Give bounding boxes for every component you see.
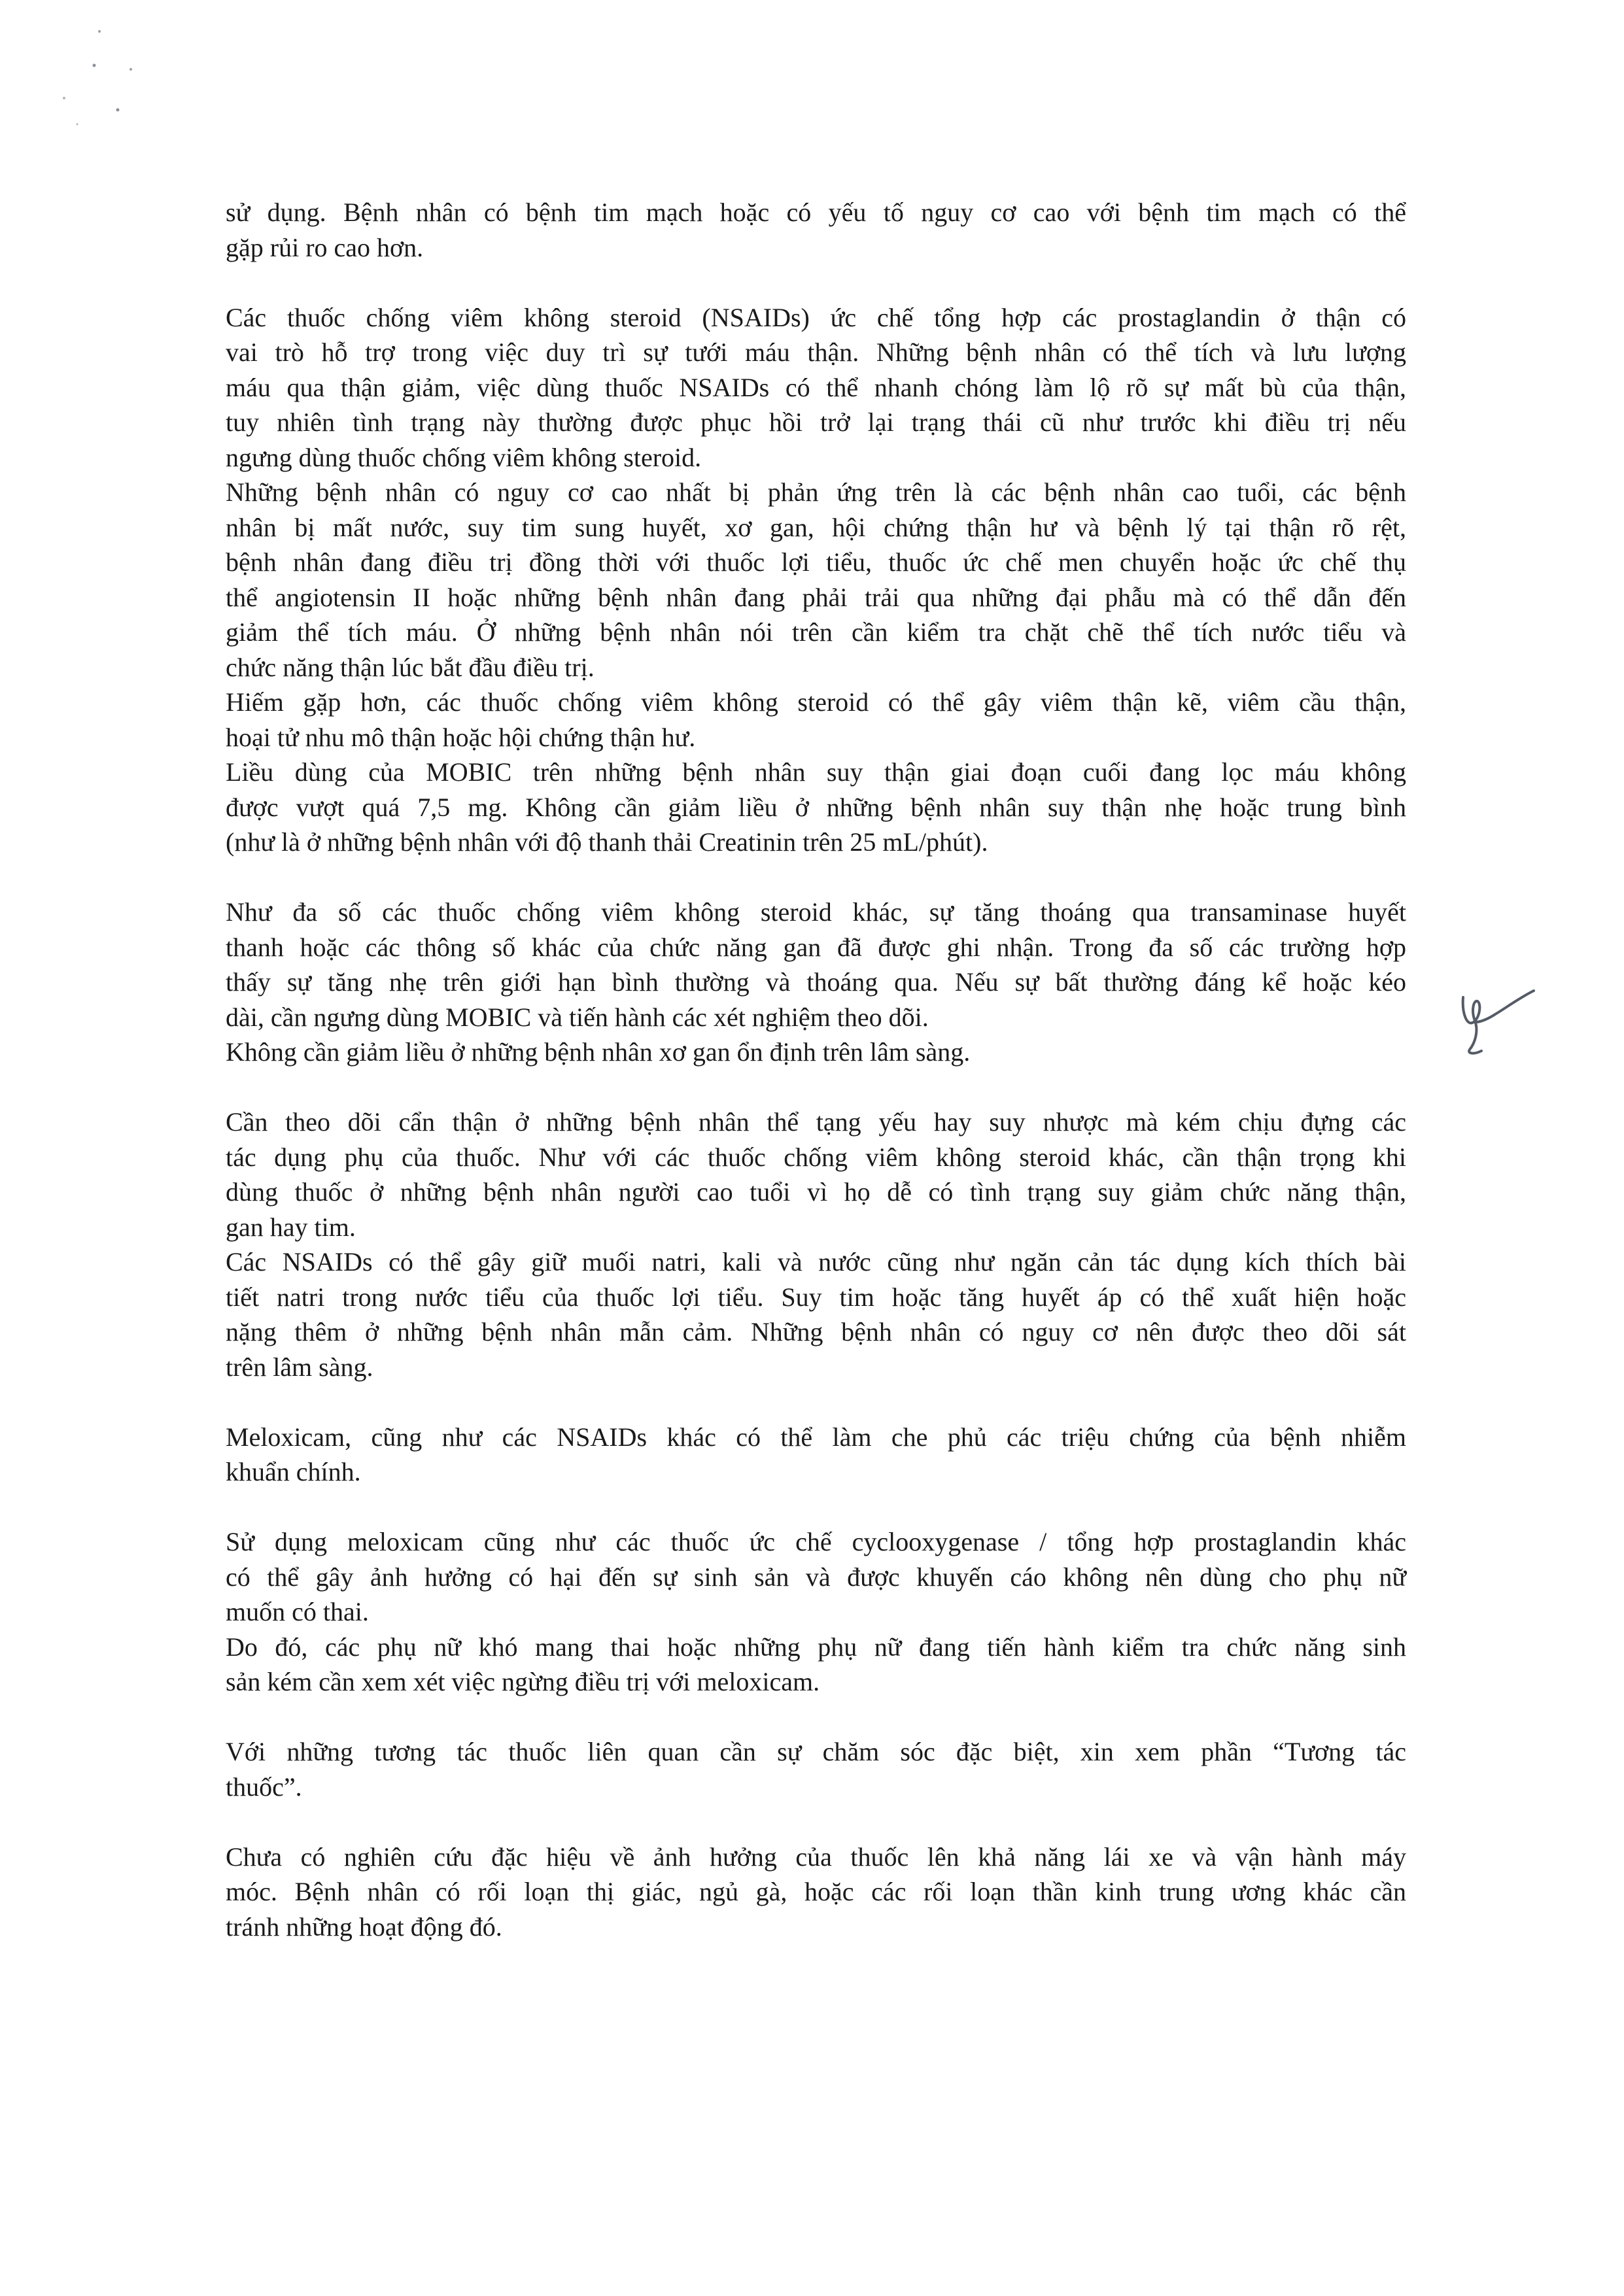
text-line: muốn có thai.	[226, 1597, 369, 1626]
text-line: gan hay tim.	[226, 1212, 356, 1242]
text-line: Do đó, các phụ nữ khó mang thai hoặc những phụ nữ đang tiến hành kiểm tra chức năng sinh	[226, 1632, 1406, 1662]
text-line: máu qua thận giảm, việc dùng thuốc NSAIDs có thể nhanh chóng làm lộ rõ sự mất bù của thận,	[226, 372, 1406, 402]
paragraph-gap	[226, 860, 1406, 895]
document-body	[226, 195, 1406, 1944]
text-line: tránh những hoạt động đó.	[226, 1911, 502, 1942]
text-line: tiết natri trong nước tiểu của thuốc lợi tiểu. Suy tim hoặc tăng huyết áp có thể xuất hiện hoặc	[226, 1282, 1406, 1312]
text-line: thanh hoặc các thông số khác của chức năng gan đã được ghi nhận. Trong đa số các trường hợp	[226, 932, 1406, 962]
scan-speck-marks	[26, 26, 157, 131]
text-line: giảm thể tích máu. Ở những bệnh nhân nói trên cần kiểm tra chặt chẽ thể tích nước tiểu và	[226, 617, 1406, 647]
text-line: vai trò hỗ trợ trong việc duy trì sự tưới máu thận. Những bệnh nhân có thể tích và lưu lượng	[226, 337, 1406, 367]
text-line: Sử dụng meloxicam cũng như các thuốc ức chế cyclooxygenase / tổng hợp prostaglandin khác	[226, 1527, 1406, 1556]
paragraph-gap	[226, 1070, 1406, 1105]
paragraph-gap	[226, 1384, 1406, 1420]
text-line: Các NSAIDs có thể gây giữ muối natri, kali và nước cũng như ngăn cản tác dụng kích thích bài	[226, 1247, 1406, 1277]
text-line: chức năng thận lúc bắt đầu điều trị.	[226, 652, 595, 682]
text-line: sản kém cần xem xét việc ngừng điều trị với meloxicam.	[226, 1667, 820, 1696]
text-line: (như là ở những bệnh nhân với độ thanh thải Creatinin trên 25 mL/phút).	[226, 827, 988, 857]
text-line: Liều dùng của MOBIC trên những bệnh nhân suy thận giai đoạn cuối đang lọc máu không	[226, 757, 1406, 787]
text-line: gặp rủi ro cao hơn.	[226, 232, 424, 262]
paragraph-gap	[226, 265, 1406, 300]
text-line: Như đa số các thuốc chống viêm không steroid khác, sự tăng thoáng qua transaminase huyết	[226, 897, 1406, 927]
text-line: khuẩn chính.	[226, 1457, 361, 1486]
text-line: Cần theo dõi cẩn thận ở những bệnh nhân thể tạng yếu hay suy nhược mà kém chịu đựng các	[226, 1107, 1406, 1137]
text-line: thấy sự tăng nhẹ trên giới hạn bình thường và thoáng qua. Nếu sự bất thường đáng kể hoặc kéo	[226, 967, 1406, 997]
text-line: Với những tương tác thuốc liên quan cần sự chăm sóc đặc biệt, xin xem phần “Tương tác	[226, 1737, 1406, 1766]
text-line: tác dụng phụ của thuốc. Như với các thuốc chống viêm không steroid khác, cần thận trọng khi	[226, 1142, 1406, 1172]
text-line: được vượt quá 7,5 mg. Không cần giảm liều ở những bệnh nhân suy thận nhẹ hoặc trung bình	[226, 792, 1406, 822]
text-line: Các thuốc chống viêm không steroid (NSAIDs) ức chế tổng hợp các prostaglandin ở thận có	[226, 302, 1406, 332]
text-line: Meloxicam, cũng như các NSAIDs khác có thể làm che phủ các triệu chứng của bệnh nhiễm	[226, 1422, 1406, 1452]
text-line: Những bệnh nhân có nguy cơ cao nhất bị phản ứng trên là các bệnh nhân cao tuổi, các bệnh	[226, 477, 1406, 507]
text-line: dài, cần ngưng dùng MOBIC và tiến hành các xét nghiệm theo dõi.	[226, 1002, 929, 1032]
text-line: trên lâm sàng.	[226, 1352, 373, 1382]
text-line: móc. Bệnh nhân có rối loạn thị giác, ngủ gà, hoặc các rối loạn thần kinh trung ương khác cần	[226, 1877, 1406, 1906]
text-line: Không cần giảm liều ở những bệnh nhân xơ gan ổn định trên lâm sàng.	[226, 1037, 971, 1067]
text-line: thuốc”.	[226, 1772, 302, 1802]
handwritten-initial-mark-icon	[1455, 978, 1553, 1076]
text-line: thể angiotensin II hoặc những bệnh nhân đang phải trải qua những đại phẫu mà có thể dẫn đến	[226, 582, 1406, 612]
text-line: tuy nhiên tình trạng này thường được phục hồi trở lại trạng thái cũ như trước khi điều trị nếu	[226, 407, 1406, 437]
paragraph-gap	[226, 1804, 1406, 1840]
text-line: Hiếm gặp hơn, các thuốc chống viêm không steroid có thể gây viêm thận kẽ, viêm cầu thận,	[226, 687, 1406, 717]
text-line: bệnh nhân đang điều trị đồng thời với thuốc lợi tiểu, thuốc ức chế men chuyển hoặc ức chế thụ	[226, 547, 1406, 577]
paragraph-gap	[226, 1700, 1406, 1735]
text-line: có thể gây ảnh hưởng có hại đến sự sinh sản và được khuyến cáo không nên dùng cho phụ nữ	[226, 1562, 1406, 1592]
paragraph-gap	[226, 1490, 1406, 1525]
text-line: nhân bị mất nước, suy tim sung huyết, xơ gan, hội chứng thận hư và bệnh lý tại thận rõ rệt,	[226, 512, 1406, 542]
text-line: sử dụng. Bệnh nhân có bệnh tim mạch hoặc có yếu tố nguy cơ cao với bệnh tim mạch có thể	[226, 197, 1406, 227]
text-line: hoại tử nhu mô thận hoặc hội chứng thận hư.	[226, 722, 696, 752]
text-line: nặng thêm ở những bệnh nhân mẫn cảm. Những bệnh nhân có nguy cơ nên được theo dõi sát	[226, 1317, 1406, 1346]
text-line: dùng thuốc ở những bệnh nhân người cao tuổi vì họ dễ có tình trạng suy giảm chức năng thận,	[226, 1177, 1406, 1207]
text-line: ngưng dùng thuốc chống viêm không steroid.	[226, 442, 702, 472]
text-line: Chưa có nghiên cứu đặc hiệu về ảnh hưởng của thuốc lên khả năng lái xe và vận hành máy	[226, 1842, 1406, 1872]
